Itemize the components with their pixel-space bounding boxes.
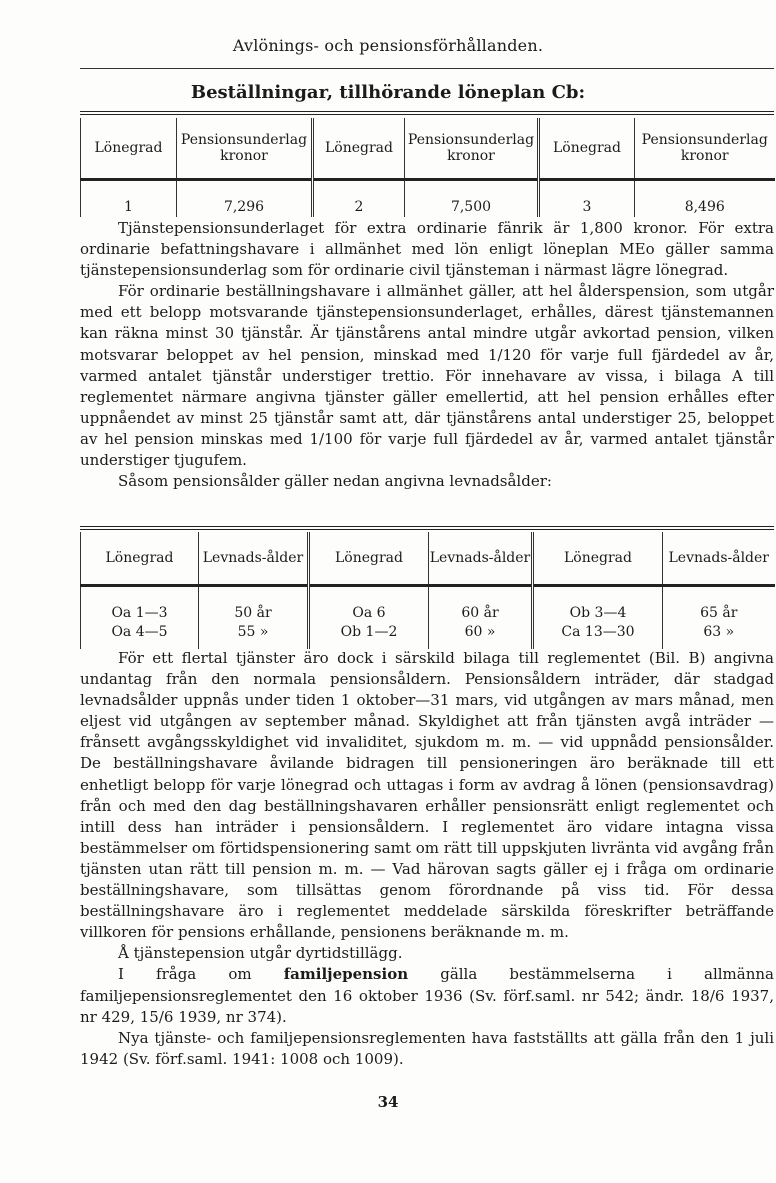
keyword-familjepension: familjepension — [283, 965, 409, 984]
table-cell: Oa 6 Ob 1—2 — [309, 586, 429, 650]
column-header: Lönegrad — [533, 532, 663, 586]
column-header: Levnads-ålder — [663, 532, 775, 586]
running-head: Avlönings- och pensionsförhållanden. — [232, 36, 544, 55]
salary-plan-table — [80, 118, 775, 217]
body-text-upper — [80, 218, 774, 492]
column-header: Lönegrad — [309, 532, 429, 586]
table-cell: 60 år 60 » — [429, 586, 533, 650]
table-title: Beställningar, tillhörande löneplan Cb: — [190, 82, 586, 103]
table2-top-rule-2 — [80, 529, 774, 530]
column-header: Lönegrad — [81, 532, 199, 586]
paragraph: I fråga om familjepension gälla bestämmelserna i allmänna familjepensionsreglementet den 16 oktober 1936 (Sv. förf.saml. nr 542; ändr. 18/6 1937, nr 429, 15/6 1939, nr 374). — [80, 965, 774, 1026]
table-cell: Ob 3—4 Ca 13—30 — [533, 586, 663, 650]
table-cell: 7,296 — [177, 180, 313, 218]
paragraph: Nya tjänste- och familjepensionsreglementen hava fastställts att gälla från den 1 juli 1942 (Sv. förf.saml. 1941: 1008 och 1009). — [80, 1028, 774, 1068]
table-row — [81, 586, 775, 650]
column-header: Lönegrad — [313, 118, 405, 180]
body-text-lower — [80, 648, 774, 1070]
table-cell: 2 — [313, 180, 405, 218]
header-rule — [80, 68, 774, 69]
table1-top-rule-2 — [80, 114, 774, 115]
column-header: Pensionsunderlag kronor — [405, 118, 539, 180]
column-header: Levnads-ålder — [199, 532, 309, 586]
column-header: Pensionsunderlag kronor — [635, 118, 775, 180]
column-header: Lönegrad — [81, 118, 177, 180]
paragraph: För ordinarie beställningshavare i allmänhet gäller, att hel ålderspension, som utgår med ett belopp motsvarande tjänstepensionsunderlaget, erhålles, därest tjänstemannen kan räkna minst 30 tjänstår. Är tjänstårens antal mindre utgår avkortad pension, vilken motsvarar beloppet av hel pension, minskad med 1/120 för varje full fjärdedel av år, varmed antalet tjänstår understiger trettio. För innehavare av vissa, i bilaga A till reglementet närmare angivna tjänster gäller emellertid, att hel pension erhålles efter uppnåendet av minst 25 tjänstår samt att, där tjänstårens antal understiger 25, beloppet av hel pension minskas med 1/100 för varje full fjärdedel av år, varmed antalet tjänstår understiger tjugufem. — [80, 282, 774, 470]
page-number: 34 — [377, 1093, 399, 1111]
paragraph: För ett flertal tjänster äro dock i särskild bilaga till reglementet (Bil. B) angivna undantag från den normala pensionsåldern. Pensionsåldern inträder, där stadgad levnadsålder uppnås under tiden 1 oktober—31 mars, vid utgången av mars månad, men eljest vid utgången av september månad. Skyldighet att från tjänsten avgå inträder — frånsett avgångsskyldighet vid invaliditet, sjukdom m. m. — vid uppnådd pensionsålder. De beställningshavare åvilande bidragen till pensioneringen äro beräknade till ett enhetligt belopp för varje lönegrad och uttagas i form av avdrag å lönen (pensionsavdrag) från och med den dag beställningshavaren erhåller pensionsrätt enligt reglementet och intill dess han inträder i pensionsåldern. I reglementet äro vidare intagna vissa bestämmelser om förtidspensionering samt om rätt till uppskjuten livränta vid avgång från tjänsten utan rätt till pension m. m. — Vad härovan sagts gäller ej i fråga om ordinarie beställningshavare, som tillsättas genom förordnande på viss tid. För dessa beställningshavare äro i reglementet meddelade särskilda föreskrifter beträffande villkoren för pensions erhållande, pensionens beräknande m. m. — [80, 649, 774, 942]
table-cell: 7,500 — [405, 180, 539, 218]
table-cell: 3 — [539, 180, 635, 218]
table-cell: 1 — [81, 180, 177, 218]
table-cell: 50 år 55 » — [199, 586, 309, 650]
table-cell: Oa 1—3 Oa 4—5 — [81, 586, 199, 650]
table2-top-rule — [80, 526, 774, 527]
pension-age-table — [80, 532, 775, 649]
column-header: Lönegrad — [539, 118, 635, 180]
table-row — [81, 180, 775, 218]
table-cell: 65 år 63 » — [663, 586, 775, 650]
paragraph: Såsom pensionsålder gäller nedan angivna levnadsålder: — [118, 472, 552, 491]
table-header-row — [81, 118, 775, 180]
column-header: Pensionsunderlag kronor — [177, 118, 313, 180]
column-header: Levnads-ålder — [429, 532, 533, 586]
paragraph: Tjänstepensionsunderlaget för extra ordinarie fänrik är 1,800 kronor. För extra ordinarie befattningshavare i allmänhet med lön enligt löneplan MEo gäller samma tjänstepensionsunderlag som för ordinarie civil tjänsteman i närmast lägre lönegrad. — [80, 219, 774, 280]
table-header-row — [81, 532, 775, 586]
table1-top-rule — [80, 111, 774, 112]
paragraph: Å tjänstepension utgår dyrtidstillägg. — [118, 944, 403, 963]
table-cell: 8,496 — [635, 180, 775, 218]
